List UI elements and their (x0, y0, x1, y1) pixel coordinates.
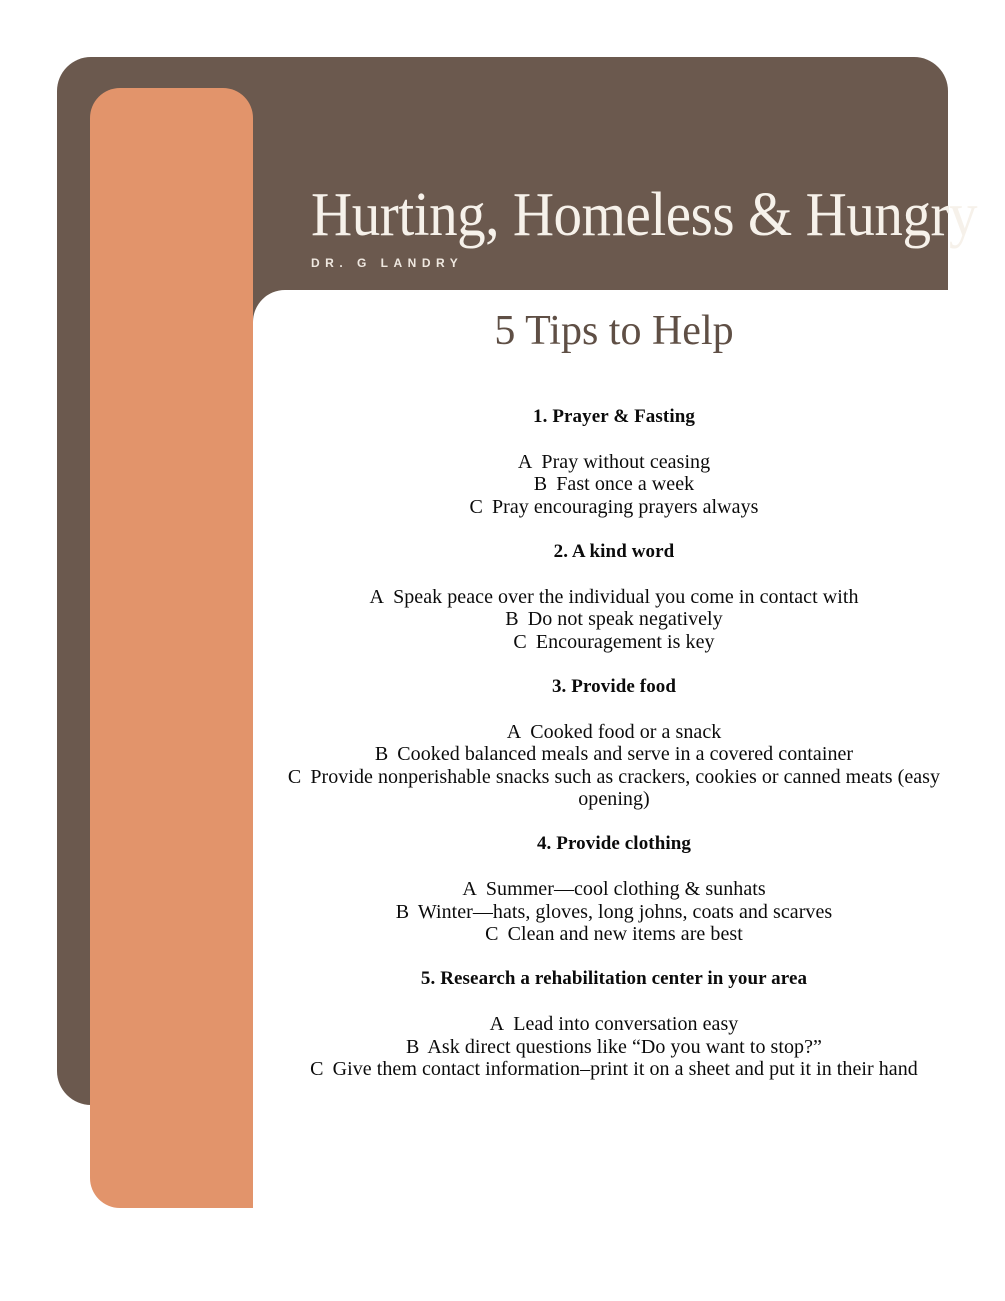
tip-item (278, 1013, 950, 1035)
tip-item-list (278, 586, 950, 653)
tip-item-letter: B (374, 743, 389, 766)
tip-item-text: Provide nonperishable snacks such as crackers, cookies or canned meats (easy opening) (310, 765, 941, 811)
tip-section (278, 541, 950, 676)
tip-title: 5. Research a rehabilitation center in your area (420, 968, 808, 990)
tip-item-text: Lead into conversation easy (513, 1013, 739, 1036)
tip-item-text: Pray without ceasing (541, 450, 711, 473)
tip-item (278, 878, 950, 900)
tip-item-letter: A (462, 878, 477, 901)
tip-item-text: Cooked food or a snack (530, 720, 722, 743)
tip-item (278, 608, 950, 630)
subheading: 5 Tips to Help (494, 308, 734, 354)
tip-item-letter: A (517, 450, 533, 473)
tip-title: 1. Prayer & Fasting (533, 406, 695, 428)
tip-item-text: Summer—cool clothing & sunhats (485, 878, 766, 901)
tip-item-list (278, 1013, 950, 1080)
orange-accent-bar (90, 88, 253, 1208)
tip-item-letter: A (369, 585, 384, 608)
tip-section (278, 968, 950, 1080)
tip-section (278, 833, 950, 968)
tip-item (278, 496, 950, 518)
tip-item (278, 721, 950, 743)
tip-item-text: Speak peace over the individual you come in contact with (393, 585, 859, 608)
tip-item-text: Give them contact information–print it on a sheet and put it in their hand (332, 1058, 918, 1081)
tip-item-text: Encouragement is key (535, 630, 715, 653)
tip-item-letter: A (489, 1013, 505, 1036)
tip-item-letter: B (406, 1035, 420, 1058)
tip-item (278, 923, 950, 945)
tip-item-text: Pray encouraging prayers always (492, 495, 759, 518)
tip-section (278, 676, 950, 833)
tip-item (278, 1058, 950, 1080)
tip-item-letter: B (395, 900, 410, 923)
tip-item-letter: C (310, 1058, 324, 1081)
tip-item (278, 766, 950, 811)
tip-item-list (278, 721, 950, 811)
tip-item-text: Winter—hats, gloves, long johns, coats and scarves (417, 900, 833, 923)
tip-item-text: Clean and new items are best (507, 923, 743, 946)
tip-item (278, 473, 950, 495)
document-body (278, 300, 950, 1080)
tip-item (278, 901, 950, 923)
tip-section (278, 406, 950, 541)
author-byline: DR. G LANDRY (311, 256, 464, 270)
tip-item (278, 743, 950, 765)
tip-item (278, 451, 950, 473)
tip-item-list (278, 878, 950, 945)
tip-item-text: Fast once a week (556, 473, 695, 496)
tip-title: 3. Provide food (551, 676, 677, 698)
tip-item-letter: A (506, 720, 522, 743)
tip-item-text: Ask direct questions like “Do you want to stop?” (427, 1035, 822, 1058)
tip-title: 4. Provide clothing (536, 833, 692, 855)
tip-item (278, 631, 950, 653)
tip-item-letter: B (533, 473, 548, 496)
tip-title: 2. A kind word (553, 541, 675, 563)
tip-item-text: Cooked balanced meals and serve in a covered container (397, 743, 854, 766)
tip-item-list (278, 451, 950, 518)
tip-item-letter: C (287, 765, 302, 788)
tip-item-letter: C (513, 630, 527, 653)
tip-item (278, 1036, 950, 1058)
tip-item-text: Do not speak negatively (527, 608, 723, 631)
tip-item-letter: C (469, 495, 483, 518)
tips-list (278, 406, 950, 1080)
document-header (253, 57, 978, 290)
tip-item-letter: B (505, 608, 519, 631)
tip-item (278, 586, 950, 608)
page-title: Hurting, Homeless & Hungry (311, 181, 978, 249)
tip-item-letter: C (485, 923, 499, 946)
